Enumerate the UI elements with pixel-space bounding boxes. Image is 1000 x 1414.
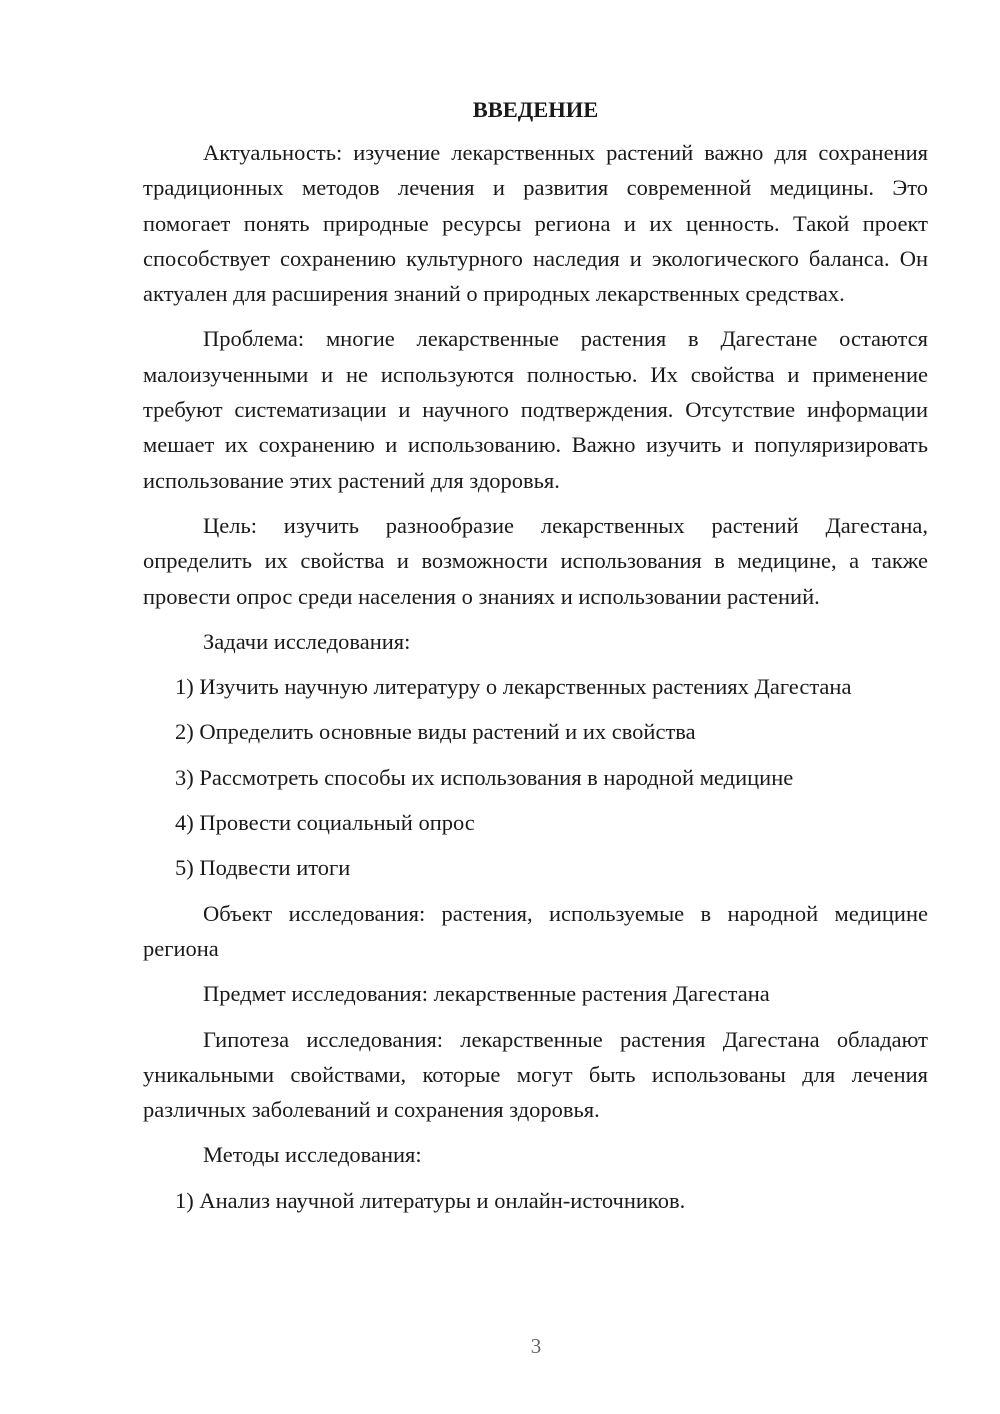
list-item: 4) Провести социальный опрос — [175, 810, 475, 836]
paragraph-relevance: Актуальность: изучение лекарственных растений важно для сохранения традиционных методов лечения и развития современной медицины. Это помогает понять природные ресурсы региона и их ценность. Такой проект способствует сохранению культурного наследия и экологического баланса. Он актуален для расширения знаний о природных лекарственных средствах. — [143, 140, 928, 307]
methods-title: Методы исследования: — [203, 1142, 422, 1168]
page-content — [143, 92, 928, 1228]
page-heading: ВВЕДЕНИЕ — [472, 97, 599, 122]
paragraph-goal: Цель: изучить разнообразие лекарственных растений Дагестана, определить их свойства и возможности использования в медицине, а также провести опрос среди населения о знаниях и использовании растений. — [143, 512, 928, 609]
list-item: 5) Подвести итоги — [175, 855, 351, 881]
list-item: 3) Рассмотреть способы их использования в народной медицине — [175, 764, 794, 790]
list-item: 1) Изучить научную литературу о лекарственных растениях Дагестана — [175, 674, 852, 700]
paragraph-problem: Проблема: многие лекарственные растения в Дагестане остаются малоизученными и не используются полностью. Их свойства и применение требуют систематизации и научного подтверждения. Отсутствие информации мешает их сохранению и использованию. Важно изучить и популяризировать использование этих растений для здоровья. — [143, 326, 928, 493]
methods-list — [143, 1183, 928, 1218]
list-item: 1) Анализ научной литературы и онлайн-источников. — [175, 1187, 686, 1213]
page-number: 3 — [530, 1334, 542, 1358]
paragraph-subject: Предмет исследования: лекарственные растения Дагестана — [203, 981, 770, 1007]
paragraph-hypothesis: Гипотеза исследования: лекарственные растения Дагестана обладают уникальными свойствами, которые могут быть использованы для лечения различных заболеваний и сохранения здоровья. — [143, 1026, 928, 1123]
tasks-list — [143, 669, 928, 885]
list-item: 2) Определить основные виды растений и их свойства — [175, 719, 696, 745]
paragraph-object: Объект исследования: растения, используемые в народной медицине региона — [143, 900, 928, 961]
tasks-title: Задачи исследования: — [203, 628, 411, 654]
